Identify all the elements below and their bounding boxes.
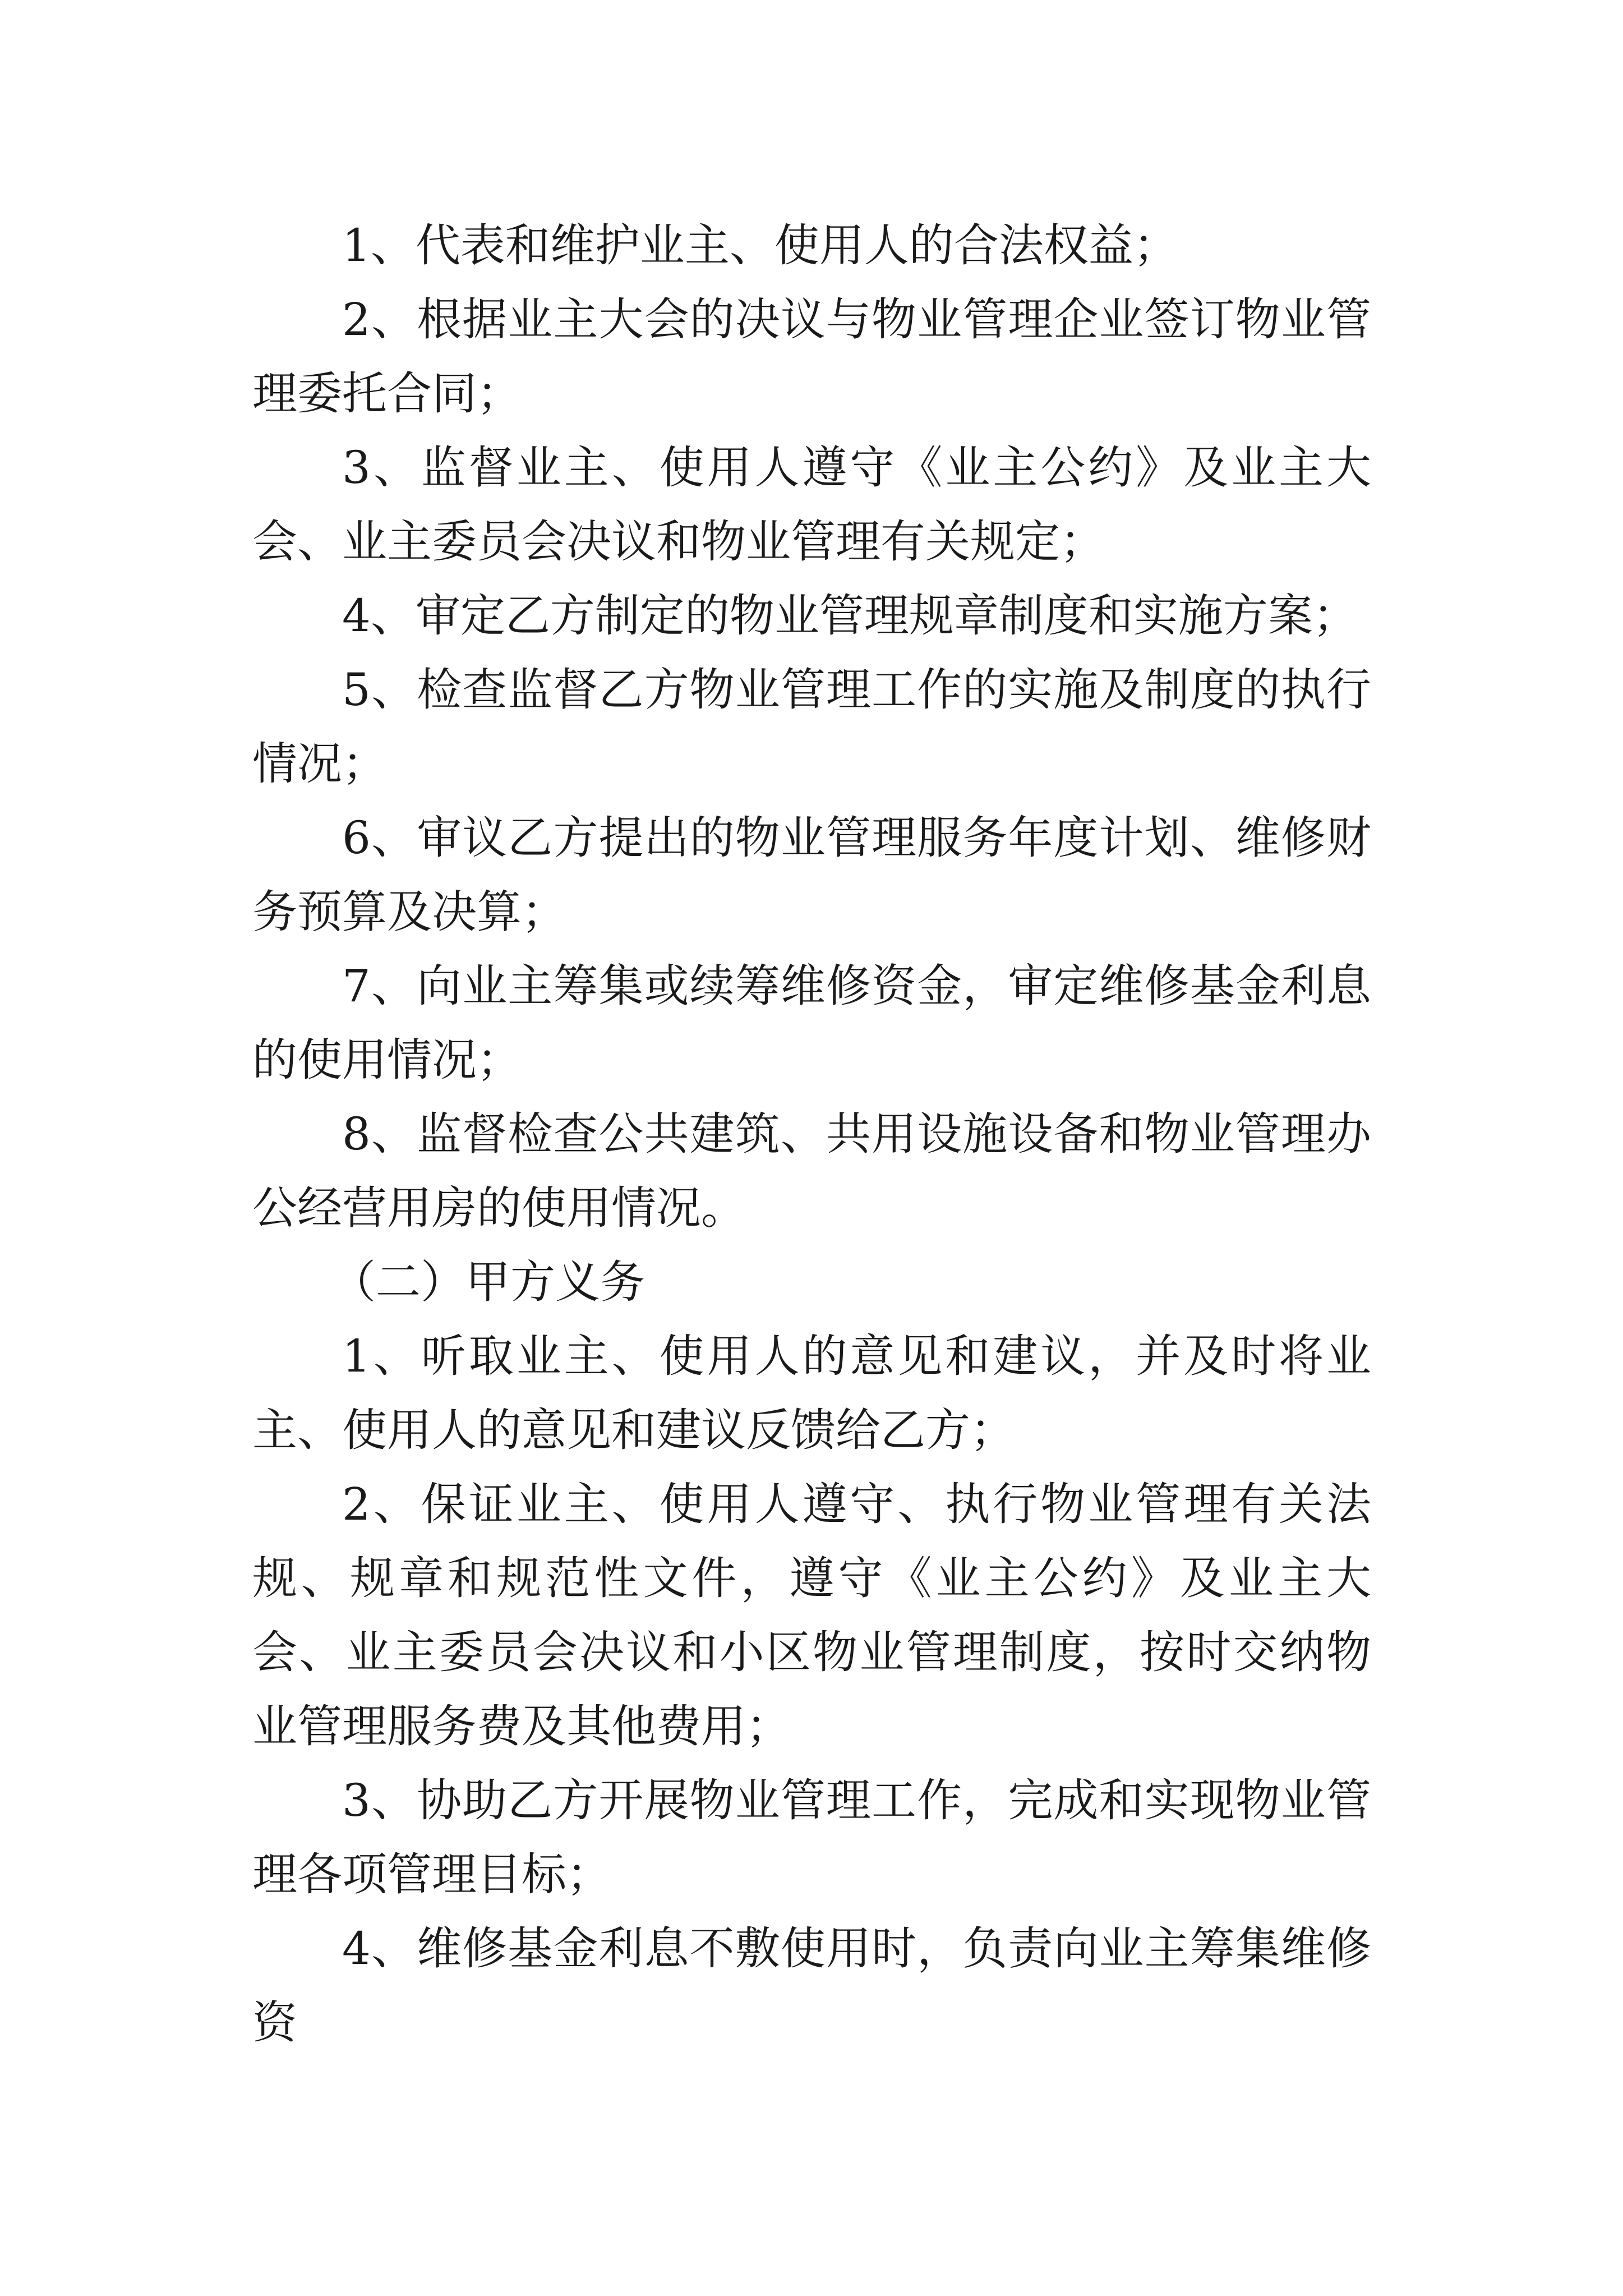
- paragraph-rights-6: 6、审议乙方提出的物业管理服务年度计划、维修财务预算及决算；: [252, 812, 1371, 938]
- paragraph-rights-3: 3、监督业主、使用人遵守《业主公约》及业主大会、业主委员会决议和物业管理有关规定；: [252, 441, 1371, 568]
- paragraph-obligations-3: 3、协助乙方开展物业管理工作，完成和实现物业管理各项管理目标；: [252, 1774, 1371, 1901]
- paragraph-rights-4: 4、审定乙方制定的物业管理规章制度和实施方案；: [342, 590, 1358, 642]
- paragraph-rights-1: 1、代表和维护业主、使用人的合法权益；: [342, 219, 1178, 272]
- paragraph-rights-2: 2、根据业主大会的决议与物业管理企业签订物业管理委托合同；: [252, 293, 1371, 420]
- paragraph-rights-7: 7、向业主筹集或续筹维修资金，审定维修基金利息的使用情况；: [252, 960, 1371, 1086]
- section-heading-obligations: （二）甲方义务: [331, 1256, 645, 1308]
- paragraph-obligations-2: 2、保证业主、使用人遵守、执行物业管理有关法规、规章和规范性文件，遵守《业主公约》及业主大会、业主委员会决议和小区物业管理制度，按时交纳物业管理服务费及其他费用；: [252, 1478, 1371, 1752]
- paragraph-obligations-1: 1、听取业主、使用人的意见和建议，并及时将业主、使用人的意见和建议反馈给乙方；: [252, 1330, 1371, 1456]
- document-page: [252, 209, 1371, 2060]
- paragraph-rights-5: 5、检查监督乙方物业管理工作的实施及制度的执行情况；: [252, 664, 1371, 790]
- paragraph-rights-8: 8、监督检查公共建筑、共用设施设备和物业管理办公经营用房的使用情况。: [252, 1108, 1371, 1234]
- paragraph-obligations-4: 4、维修基金利息不敷使用时，负责向业主筹集维修资: [252, 1922, 1371, 2049]
